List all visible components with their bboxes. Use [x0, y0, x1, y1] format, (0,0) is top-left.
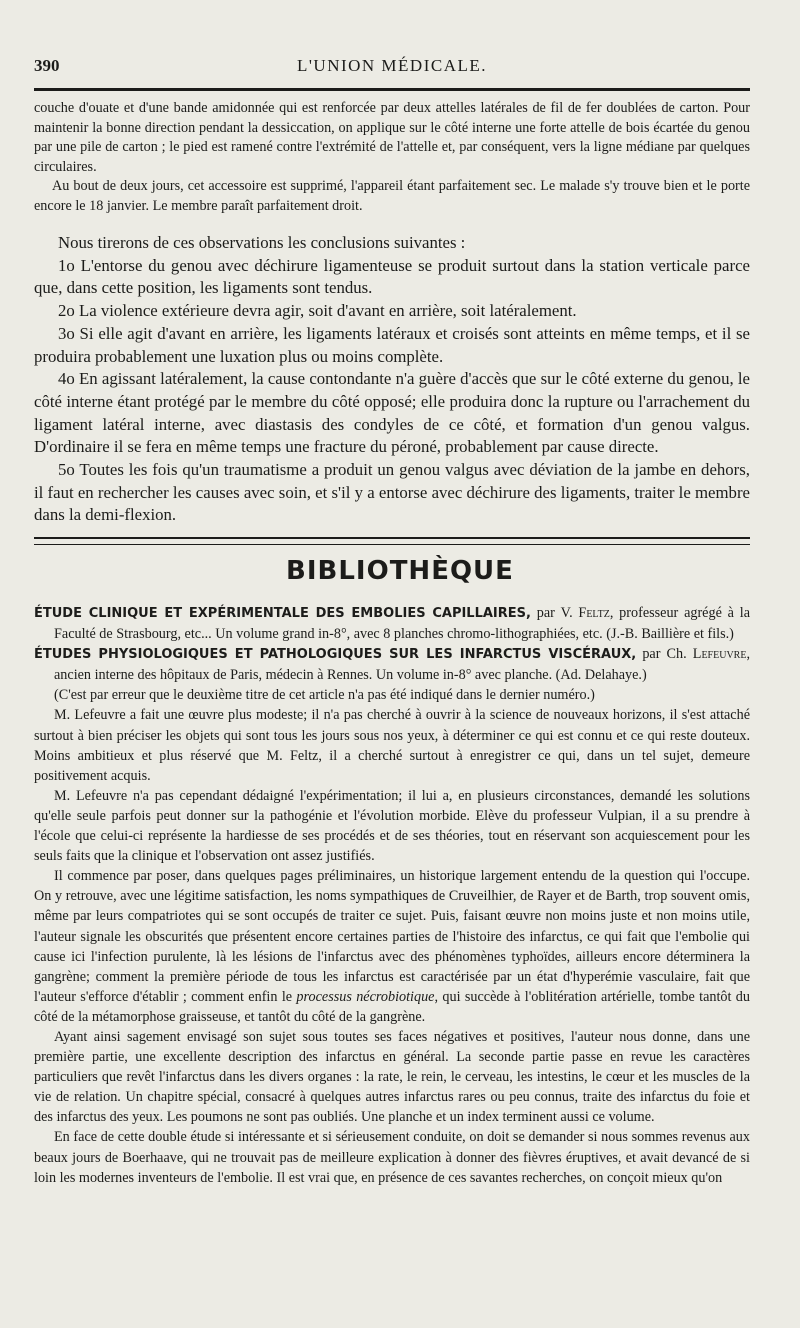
conclusion-item: 1o L'entorse du genou avec déchirure ligamenteuse se produit surtout dans la station verticale parce que, dans cette position, les ligaments sont tendus.: [34, 255, 750, 298]
book-entry: ÉTUDES PHYSIOLOGIQUES ET PATHOLOGIQUES SUR LES INFARCTUS VISCÉRAUX, par Ch. Lefeuvre, ancien interne des hôpitaux de Paris, médecin à Rennes. Un volume in-8° avec planche. (Ad. Delahaye.): [34, 646, 750, 684]
conclusions: [34, 232, 750, 527]
section-title: BIBLIOTHÈQUE: [286, 556, 514, 586]
book-entry: ÉTUDE CLINIQUE ET EXPÉRIMENTALE DES EMBOLIES CAPILLAIRES, par V. Feltz, professeur agrégé à la Faculté de Strasbourg, etc... Un volume grand in-8°, avec 8 planches chromo-lithographiées, etc. (J.-B. Baillière et fils.): [34, 605, 750, 643]
case-report-continuation: [34, 99, 750, 216]
running-header: [34, 56, 750, 80]
erratum-note: (C'est par erreur que le deuxième titre de cet article n'a pas été indiqué dans le dernier numéro.): [54, 687, 595, 704]
review-paragraph: Il commence par poser, dans quelques pages préliminaires, un historique largement entendu de la question qui l'occupe. On y retrouve, avec une légitime satisfaction, les noms sympathiques de Cruveilhier, de Rayer et de Barth, trop souvent omis, même par leurs compatriotes qui se sont occupés de traiter ce sujet. Puis, faisant œuvre non moins juste et non moins utile, l'auteur signale les obscurités que présentent encore certaines parties de l'histoire des infarctus, ce qui fait que l'embolie qui cause ici l'infection purulente, là les lésions de l'infarctus avec des phénomènes typhoïdes, ailleurs encore déterminera la gangrène; comment la première période de tous les infarctus est caractérisée par un état d'hyperémie vasculaire, fait que l'auteur s'efforce d'établir ; comment enfin le processus nécrobiotique, qui succède à l'oblitération artérielle, tombe tantôt du côté de la métamorphose graisseuse, et tantôt du côté de la gangrène.: [34, 868, 750, 1025]
section-divider: [34, 537, 750, 545]
review-paragraph: Ayant ainsi sagement envisagé son sujet sous toutes ses faces négatives et positives, l'auteur nous donne, dans une première partie, une excellente description des infarctus en général. La seconde partie passe en revue les caractères particuliers que revêt l'infarctus dans les divers organes : la rate, le rein, le cerveau, les intestins, le cœur et les muscles de la vie de relation. Un chapitre spécial, consacré à quelques autres infarctus rares ou peu connus, traite des infarctus du foie et des infarctus des yeux. Les poumons ne sont pas oubliés. Une planche et un index terminent aussi ce volume.: [34, 1028, 750, 1126]
page-number: 390: [34, 56, 60, 75]
paragraph: couche d'ouate et d'une bande amidonnée qui est renforcée par deux attelles latérales de fil de fer doublées de carton. Pour maintenir la bonne direction pendant la dessiccation, on applique sur le côté interne une forte attelle de bois écartée du genou par une pile de carton ; le pied est ramené contre l'extrémité de l'attelle et, par conséquent, vers la ligne médiane par quelques circulaires.: [34, 100, 750, 175]
book-title: ÉTUDE CLINIQUE ET EXPÉRIMENTALE DES EMBOLIES CAPILLAIRES,: [34, 606, 531, 621]
bibliography-section: [34, 603, 750, 1188]
conclusion-item: 2o La violence extérieure devra agir, soit d'avant en arrière, soit latéralement.: [58, 301, 577, 321]
conclusion-item: 3o Si elle agit d'avant en arrière, les ligaments latéraux et croisés sont atteints en même temps, et il se produira probablement une luxation plus ou moins complète.: [34, 323, 750, 366]
paragraph: Au bout de deux jours, cet accessoire est supprimé, l'appareil étant parfaitement sec. Le malade s'y trouve bien et le porte encore le 18 janvier. Le membre paraît parfaitement droit.: [34, 178, 750, 214]
review-paragraph: M. Lefeuvre a fait une œuvre plus modeste; il n'a pas cherché à ouvrir à la science de nouveaux horizons, il s'est attaché surtout à bien préciser les objets qui sont tous les jours sous nos yeux, à déterminer ce qui est connu et ce qui reste douteux. Moins ambitieux et plus réservé que M. Feltz, il a cherché surtout à enregistrer ce qui, dans un tel sujet, demeure positivement acquis.: [34, 707, 750, 784]
journal-title: L'UNION MÉDICALE.: [296, 56, 488, 75]
conclusion-item: 4o En agissant latéralement, la cause contondante n'a guère d'accès que sur le côté externe du genou, le côté interne étant protégé par le membre du côté opposé; elle produira donc la rupture ou l'arrachement du ligament latéral interne, avec diastasis des condyles de ce côté, et formation d'un genou valgus. D'ordinaire il se fera en même temps une fracture du péroné, probablement par cause directe.: [34, 369, 750, 457]
review-paragraph: En face de cette double étude si intéressante et si sérieusement conduite, on doit se demander si nous sommes revenus aux beaux jours de Boerhaave, qui ne trouvait pas de meilleure explication à donner des fièvres éruptives, et avait devancé de si loin les modernes inventeurs de l'embolie. Il est vrai que, en présence de ces savantes recherches, on conçoit mieux qu'on: [34, 1129, 750, 1186]
conclusion-item: 5o Toutes les fois qu'un traumatisme a produit un genou valgus avec déviation de la jambe en dehors, il faut en rechercher les causes avec soin, et s'il y a entorse avec déchirure des ligaments, traiter le membre dans la demi-flexion.: [34, 460, 750, 525]
review-paragraph: M. Lefeuvre n'a pas cependant dédaigné l'expérimentation; il lui a, en plusieurs circonstances, demandé les solutions qu'elle seule parfois peut donner sur la pathogénie et l'évolution morbide. Elève du professeur Vulpian, il a su prendre à l'école que celui-ci représente la hardiesse de ses procédés et de ses théories, tout en réservant son acquiescement pour les seuls faits que la clinique et l'observation ont assez justifiés.: [34, 787, 750, 865]
book-author: V. Feltz: [560, 605, 610, 621]
conclusions-intro: Nous tirerons de ces observations les conclusions suivantes :: [58, 233, 466, 252]
header-rule: [34, 88, 750, 91]
book-title: ÉTUDES PHYSIOLOGIQUES ET PATHOLOGIQUES SUR LES INFARCTUS VISCÉRAUX,: [34, 647, 637, 663]
book-author: Lefeuvre: [692, 646, 747, 663]
